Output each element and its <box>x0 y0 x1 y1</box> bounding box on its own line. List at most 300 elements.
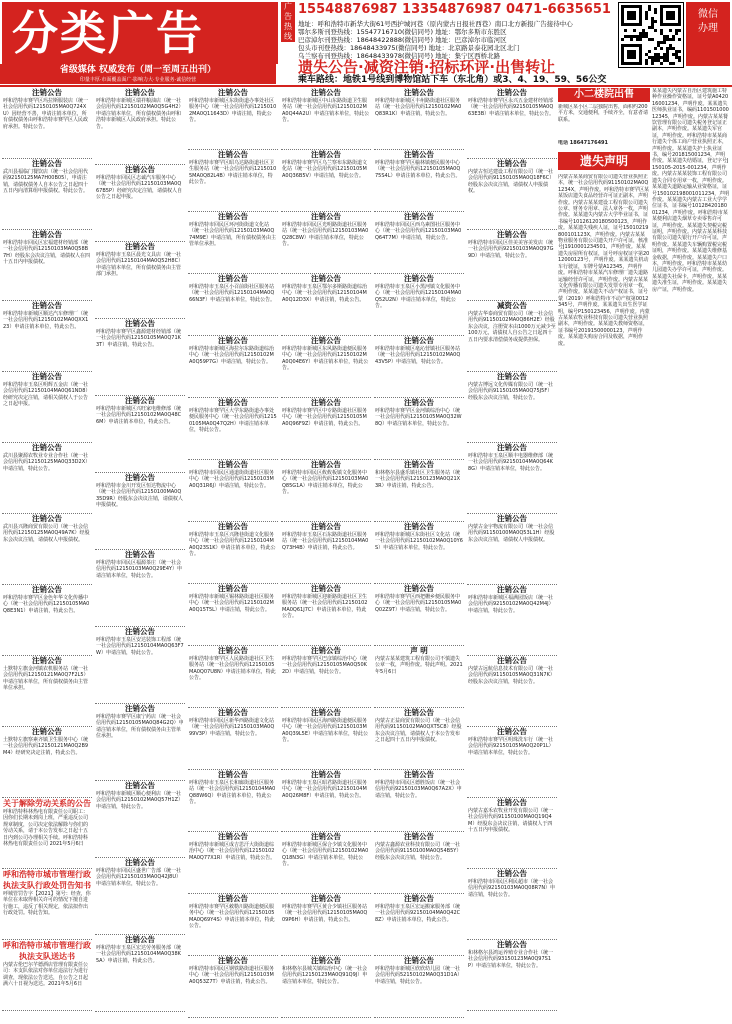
notice-title: 注销公告 <box>497 230 527 239</box>
notice-item <box>281 770 371 832</box>
qr-module <box>678 50 681 53</box>
notice-title: 注销公告 <box>32 514 62 523</box>
notice-item <box>2 230 92 301</box>
notice-title: 注销公告 <box>311 274 341 283</box>
sale-phone: 电话 18647176491 <box>558 140 609 146</box>
notice-title: 注销公告 <box>125 550 155 559</box>
notice-body: 呼和浩特市新城区毫沁营镇社区服务站（统一社会信用代码12150102MA0Q43V5P）申请注销，特此公告。 <box>375 346 461 365</box>
notice-item <box>2 159 92 230</box>
notice-body: 内蒙古恒达建设工程有限公司（统一社会信用代码91150105MA0Q18F6C）经股东会决议注销，请债权人申报债权。 <box>468 169 555 195</box>
qr-module <box>663 41 666 44</box>
notice-body: 呼和浩特市新城区顺心便利店（统一社会信用代码12150102MA0Q57H1Z）申请注销，特此公告。 <box>96 791 184 810</box>
notice-title: 声 明 <box>410 646 428 655</box>
notice-body: 呼和浩特市赛罕区金色年华文化传播中心（统一社会信用代码12150105MA0Q8E3N1）申请注销，特此公告。 <box>3 595 90 614</box>
notice-title: 注销公告 <box>404 584 434 593</box>
notice-body: 呼和浩特市新城区顺达汽车修理厂（统一社会信用代码12150102MA0QXX123）申请注销本单位，特此公告。 <box>3 311 89 330</box>
notice-title: 注销公告 <box>497 443 527 452</box>
notice-item <box>188 274 278 336</box>
notice-item <box>188 832 278 894</box>
notice-title: 注销公告 <box>404 894 434 903</box>
notice-item <box>188 522 278 584</box>
notice-body: 呼和浩特市玉泉区明辉五金店（统一社会信用代码12150104MA0Q61ND8）经研究决定注销，请相关债权人于公告之日起申报。 <box>3 382 91 408</box>
notice-title: 注销公告 <box>218 274 248 283</box>
wechat-badge <box>686 2 730 66</box>
notice-title: 注销公告 <box>311 708 341 717</box>
notice-item <box>95 396 185 473</box>
notice-item <box>188 956 278 1018</box>
notice-title: 注销公告 <box>497 656 527 665</box>
qr-module <box>654 47 657 50</box>
qr-module <box>633 29 636 32</box>
notice-title: 注销公告 <box>311 832 341 841</box>
notice-body: 内蒙古正益商贸有限公司（统一社会信用代码91150102MA0QXT5C8）经股东会决议注销，请债权人于本公告发布之日起四十五日内申报债权。 <box>375 718 462 744</box>
notice-title: 注销公告 <box>404 336 434 345</box>
notice-body: 呼和浩特市玉泉区顺丰电器维修部（统一社会信用代码92150104MA0Q64K8G）申请注销本单位，特此公告。 <box>468 453 554 472</box>
notice-body: 呼和浩特市回民区新华西路街道文化站（统一社会信用代码12150103MA0Q99V3P）申请注销，特此公告。 <box>189 718 275 737</box>
qr-finder <box>627 50 636 59</box>
notice-item <box>95 165 185 242</box>
notice-title: 呼和浩特市城市管理行政执法支队送达书 <box>3 941 91 961</box>
notice-title: 注销公告 <box>125 704 155 713</box>
qr-module <box>654 11 657 14</box>
notice-body: 内蒙古博远文化传媒有限公司（统一社会信用代码91150105MA0Q75J5F）经股东会决议注销，特此公告。 <box>468 382 554 401</box>
notice-item <box>188 646 278 708</box>
notice-body: 内蒙古鑫源农业科技有限公司（统一社会信用代码91150100MA0Q54B5Y）经股东会决议注销，特此公告。 <box>375 842 462 861</box>
notice-body: 呼和浩特市回民区海西路街道便民服务中心（统一社会信用代码12150103MA0Q39L5E）申请注销本单位，特此公告。 <box>282 718 369 744</box>
notice-item <box>467 585 557 656</box>
notice-body: 呼和浩特市金川开发区恒达物流中心（统一社会信用代码12150100MA0Q35D9R）经股东会决议注销，请债权人申报债权。 <box>96 483 183 509</box>
notice-body: 呼和浩特市赛罕区永兴五金建材经销部（统一社会信用代码92150105MA0Q63E3B）申请注销本单位，特此公告。 <box>468 98 555 117</box>
notice-title: 注销公告 <box>404 708 434 717</box>
notice-body: 土默特左旗察素齐镇卫生服务中心（统一社会信用代码12150121MA0Q2B9M4）经研究决定注销，特此公告。 <box>3 737 89 756</box>
notice-title: 注销公告 <box>32 727 62 736</box>
notice-body: 呼和浩特市赛罕区明珠洗车行（统一社会信用代码92150105MA0Q20P1L）申请注销本单位，特此公告。 <box>468 737 554 756</box>
notice-column <box>2 88 92 1021</box>
notice-item <box>281 460 371 522</box>
notice-body: 呼和浩特市新城区成吉思汗大街街道综治中心（统一社会信用代码12150102MA0Q77X1R）申请注销，特此公告。 <box>189 842 276 861</box>
notice-body: 呼和浩特市新城区丰州路街道社区服务站（统一社会信用代码12150102MA0Q83R1K）申请注销，特此公告。 <box>375 98 462 117</box>
notice-body: 内蒙古某某建筑工程有限公司不慎遗失公章一枚，声明作废。特此声明。2021年5月6日 <box>375 656 463 675</box>
notice-item <box>281 212 371 274</box>
notice-title: 注销公告 <box>404 88 434 97</box>
notice-item <box>188 398 278 460</box>
notice-title: 注销公告 <box>497 585 527 594</box>
notice-title: 注销公告 <box>311 646 341 655</box>
notice-item <box>281 894 371 956</box>
notice-title: 注销公告 <box>497 727 527 736</box>
notice-title: 注销公告 <box>311 522 341 531</box>
qr-module <box>678 59 681 62</box>
qr-module <box>621 38 624 41</box>
notice-item <box>467 443 557 514</box>
notice-body: 武川县聚源农牧业专业合作社（统一社会信用代码12150125MA0Q33D2X）申请注销，特此公告。 <box>3 453 91 472</box>
qr-module <box>648 8 651 11</box>
notice-body: 呼和浩特市赛罕区玛拉斯服装店（统一社会信用代码12150105MA0Q724XU）因经营不善，申请注销本单位，所有债权债务由呼和浩特市赛罕区人民政府承担。特此公告。 <box>3 98 89 130</box>
notice-title: 注销公告 <box>218 708 248 717</box>
qr-module <box>672 62 675 65</box>
page-title: 分类广告 <box>12 6 204 60</box>
notice-title: 注销公告 <box>125 781 155 790</box>
notice-item <box>95 935 185 1012</box>
notice-body: 呼和浩特市新城区东风路街道便民服务中心（统一社会信用代码12150102MA0Q04E6Y）申请注销本单位，特此公告。 <box>282 346 369 372</box>
notice-title: 注销公告 <box>218 88 248 97</box>
notice-body: 呼和浩特市玉泉区兴隆巷街道文化服务中心（统一社会信用代码12150104MA0Q23S1K）申请注销本单位，特此公告。 <box>189 532 276 558</box>
notice-title: 注销公告 <box>125 88 155 97</box>
notice-item <box>467 514 557 585</box>
notice-body: 土默特左旗金河镇农机服务站（统一社会信用代码12150121MA0Q7F2L5）申请注销本单位，所有债权债务由主管单位承担。 <box>3 666 89 692</box>
notice-body: 呼和浩特市赛罕区黄合少镇社区服务站（统一社会信用代码12150105MA0Q09P6H）申请注销，特此公告。 <box>282 904 368 923</box>
notice-title: 注销公告 <box>404 956 434 965</box>
notice-body: 呼和浩特市赛罕区鑫源建材经销部（统一社会信用代码12150105MA0Q71K3T）申请注销，特此公告。 <box>96 329 182 348</box>
notice-body: 和林格尔县城关镇综治中心（统一社会信用代码12150123MA0Q91Q9J）申请注销本单位，特此公告。 <box>282 966 368 985</box>
notice-column <box>374 88 464 1021</box>
notice-title: 注销公告 <box>404 460 434 469</box>
qr-module <box>645 62 648 65</box>
notice-body: 内蒙古伦巴尔芊德酒店管理有限责任公司：本支队依法对你单位违法行为进行调查，现依法公告送达，自公告之日起满六十日视为送达。2021年5月6日 <box>3 962 89 988</box>
notice-body: 武川县福临门餐饮店（统一社会信用代码92150125MA7H00B05），申请注销，请债权债务人自本公告之日起四十五日内向清算组申报债权。特此公告。 <box>3 169 89 195</box>
qr-module <box>654 29 657 32</box>
notice-item <box>374 708 464 770</box>
notice-body: 内蒙古金宇物流有限公司（统一社会信用代码91150100MA0Q53L1H）经股东会决议注销，请债权人申报债权。 <box>468 524 555 543</box>
notice-item <box>188 336 278 398</box>
notice-title: 注销公告 <box>125 396 155 405</box>
notice-body: 呼和浩特市回民区环河街街道文化站（统一社会信用代码12150103MA0Q74M9E）申请注销，所有债权债务由主管单位承担。 <box>189 222 277 248</box>
notice-item <box>2 514 92 585</box>
qr-module <box>672 38 675 41</box>
notice-title: 注销公告 <box>404 274 434 283</box>
notice-item <box>281 956 371 1018</box>
notice-grid <box>2 88 557 1021</box>
notice-column <box>95 88 185 1021</box>
notice-body: 呼和浩特市玉泉区宏达劳务服务部（统一社会信用代码12150104MA0Q38K5A）申请注销，特此公告。 <box>96 945 182 964</box>
notice-item <box>281 150 371 212</box>
notice-item <box>281 274 371 336</box>
notice-body: 和林格尔县鸿运养殖专业合作社（统一社会信用代码93150123MA0Q97S1P）申请注销本单位，特此公告。 <box>468 950 554 969</box>
hotline-label: 广告热线 <box>281 2 295 42</box>
notice-title: 注销公告 <box>404 770 434 779</box>
notice-title: 注销公告 <box>125 242 155 251</box>
notice-item <box>2 869 92 940</box>
notice-body: 武川县兴隆商贸有限公司（统一社会信用代码12150125MA0Q49A7K）经股东会决议注销，请债权人申报债权。 <box>3 524 90 543</box>
notice-body: 呼和浩特市新城区兴旺家电维修部（统一社会信用代码12150102MA0Q48C6M）申请注销本单位，特此公告。 <box>96 406 182 425</box>
notice-body: 呼和浩特市新城区东街街道办事处社区服务中心（统一社会信用代码12150102MA0Q11643D）申请注销，特此公告。 <box>189 98 277 124</box>
notice-body: 呼和浩特市回民区福源茶庄（统一社会信用代码12150103MA0Q29E4Y）申请注销本单位，特此公告。 <box>96 560 183 579</box>
notice-body: 呼和浩特市新城区中山东路街道卫生服务站（统一社会信用代码12150102MA0Q44A2U）申请注销本单位，特此公告。 <box>282 98 370 124</box>
notice-body: 呼和浩特市玉泉区晨光文具店（统一社会信用代码12150104MA0Q52H8C）申请注销本单位，所有债权债务由主管部门承担。 <box>96 252 184 278</box>
qr-module <box>678 29 681 32</box>
notice-title: 注销公告 <box>218 460 248 469</box>
notice-body: 呼和浩特科林热电有限责任公司职工：因你们长期未到岗上班，严重违反公司规章制度，公司决定依法解除与你们的劳动关系，请于本公告发布之日起十五日内到公司办理相关手续。呼和浩特科林热电有限责任公司 2021年5月6日 <box>3 809 89 848</box>
notice-body: 呼和浩特市回民区西乌素图社区服务中心（统一社会信用代码12150103MA0Q64T7M）申请注销，特此公告。 <box>375 222 462 241</box>
notice-body: 呼和浩特市赛罕区乌兰察布东路街道文化站（统一社会信用代码12150105MA0Q36B5V）申请注销，特此公告。 <box>282 160 368 179</box>
notice-item <box>374 460 464 522</box>
notice-title: 注销公告 <box>404 150 434 159</box>
qr-module <box>645 17 648 20</box>
notice-item <box>95 242 185 319</box>
notice-title: 注销公告 <box>218 646 248 655</box>
notice-title: 注销公告 <box>497 514 527 523</box>
bus-route: 乘车路线：地铁1号线到博物馆站下车（东北角）或3、4、19、59、56公交 <box>298 75 607 85</box>
notice-item <box>374 336 464 398</box>
notice-body: 内蒙古华泰商贸有限公司（统一社会信用代码91150102MA0Q86H2E）经股东会决议，注册资本由1000万元减少至100万元，请债权人自公告之日起四十五日内要求清偿债务或提供担保。 <box>468 311 556 343</box>
notice-item <box>2 656 92 727</box>
notice-item <box>95 858 185 935</box>
notice-item <box>2 798 92 869</box>
notice-title: 注销公告 <box>404 212 434 221</box>
notice-title: 呼和浩特市城市管理行政执法支队行政处罚告知书 <box>3 870 91 890</box>
notice-body: 呼和浩特市赛罕区中专路街道社区服务中心（统一社会信用代码12150105MA0Q96F9Z）申请注销，特此公告。 <box>282 408 368 427</box>
notice-title: 注销公告 <box>218 150 248 159</box>
lost-notices-col2: 某某遗失内蒙古自治区建筑施工特种作业操作资格证，证号蒙A042016001234，声明作废。某某遗失医师执业证书，编码110150100012345，声明作废。内蒙古某某餐饮管理有限公司遗失税务登记证正副本，声明作废。某某遗失军官证，声明作废。呼和浩特市某某商行遗失个体工商户营业执照正本，声明作废。某某遗失护士执业证书，编号201815001234，声明作废。某某遗失结婚证，登记字号J150105-2015-001234，声明作废。内蒙古某某装饰工程有限公司遗失合同专用章一枚，声明作废。某某遗失道路运输从业资格证，证号150102198001011234，声明作废。某某遗失内蒙古工业大学学位证书，证书编号1012842018001234，声明作废。呼和浩特市某某便利店遗失烟草专卖零售许可证，声明作废。某某遗失契税完税证明，声明作废。内蒙古某某科技有限公司遗失银行开户许可证，声明作废。某某遗失车辆购置税完税证明，声明作废。某某遗失维修基金收据，声明作废。某某遗失户口本，声明作废。呼和浩特市某某幼儿园遗失办学许可证，声明作废。某某遗失社保卡，声明作废。某某遗失准生证，声明作废。某某遗失房产证，声明作废。 <box>652 88 730 293</box>
notice-item <box>467 727 557 798</box>
notice-item <box>467 230 557 301</box>
notice-item <box>374 832 464 894</box>
qr-module <box>648 50 651 53</box>
notice-body: 内蒙古远航信息技术有限公司（统一社会信用代码91150105MA0Q31N7K）经股东会决议注销，特此公告。 <box>468 666 555 685</box>
qr-module <box>651 62 654 65</box>
notice-item <box>467 869 557 940</box>
notice-body: 呼和浩特市赛罕区康宁药店（统一社会信用代码12150105MA0Q84G2Q）申请注销本单位，所有债权债务由主管单位承担。 <box>96 714 184 740</box>
right-panel <box>558 88 732 1021</box>
notice-item <box>467 88 557 159</box>
address-line: 鄂尔多斯刊登热线：15547716710(微信同号) 地址：鄂尔多斯市东胜区 <box>298 28 507 36</box>
notice-body: 呼和浩特市赛罕区榆林镇便民服务中心（统一社会信用代码12150105MA0Q75S4L）申请注销本单位，特此公告。 <box>375 160 461 179</box>
notice-item <box>95 473 185 550</box>
notice-title: 注销公告 <box>311 398 341 407</box>
notice-body: 呼和浩特市赛罕区大学东路街道办事处便民服务中心（统一社会信用代码12150105MA0Q47Q2H）申请注销本单位，特此公告。 <box>189 408 277 434</box>
notice-title: 注销公告 <box>497 88 527 97</box>
notice-title: 注销公告 <box>404 398 434 407</box>
sale-heading: 小二楼院出售 <box>558 88 650 102</box>
lost-heading: 遗失声明 <box>558 152 650 170</box>
notice-item <box>188 770 278 832</box>
qr-module <box>675 32 678 35</box>
notice-title: 注销公告 <box>218 832 248 841</box>
notice-title: 注销公告 <box>218 584 248 593</box>
notice-body: 呼和浩特市玉泉区宏运搬家服务部（统一社会信用代码92150104MA0Q42C8Z）申请注销本单位，特此公告。 <box>375 904 461 923</box>
notice-body: 呼和浩特市玉泉区石东路街道社区服务站（统一社会信用代码12150104MA0Q73H4B）申请注销，特此公告。 <box>282 532 369 551</box>
notice-item <box>374 398 464 460</box>
qr-module <box>654 20 657 23</box>
notice-item <box>2 88 92 159</box>
notice-title: 注销公告 <box>218 894 248 903</box>
notice-body: 呼和浩特市回民区利民超市（统一社会信用代码92150103MA0Q08R7N）申请注销，特此公告。 <box>468 879 556 898</box>
page-subtitle: 省级媒体 权威发布（周一至周五出刊） <box>0 64 276 76</box>
address-block <box>298 20 614 60</box>
notice-column <box>467 88 557 1021</box>
notice-item <box>281 832 371 894</box>
notice-item <box>188 88 278 150</box>
notice-item <box>467 940 557 1011</box>
address-line: 巴彦淖尔刊登热线：18648422888(微信同号) 地址：巴彦淖尔市临河区 <box>298 36 507 44</box>
notice-item <box>374 212 464 274</box>
notice-title: 注销公告 <box>497 798 527 807</box>
notice-title: 注销公告 <box>218 336 248 345</box>
notice-item <box>374 274 464 336</box>
notice-item <box>95 88 185 165</box>
notice-title: 注销公告 <box>497 372 527 381</box>
address-line: 乌兰察布刊登热线：18648433978(微信同号) 地址：集宁区西桥北路 <box>298 52 501 60</box>
notice-title: 注销公告 <box>125 627 155 636</box>
notice-body: 呼和浩特市赛罕区人民路街道社区卫生服务站（统一社会信用代码12150105MA0Q07U8N）申请注销本单位，特此公告。 <box>189 656 276 682</box>
notice-title: 注销公告 <box>218 956 248 965</box>
notice-body: 呼和浩特市回民区攸攸板镇文化服务中心（统一社会信用代码12150103MA0Q85G1A）申请注销本单位，特此公告。 <box>282 470 369 496</box>
qr-finder <box>627 11 636 20</box>
notice-item <box>95 319 185 396</box>
notice-item <box>188 150 278 212</box>
notice-item <box>374 770 464 832</box>
notice-title: 注销公告 <box>311 336 341 345</box>
header-divider <box>0 85 732 87</box>
notice-title: 注销公告 <box>32 88 62 97</box>
notice-item <box>281 398 371 460</box>
notice-body: 呼和浩特市新城区海拉尔东路街道综治中心（统一社会信用代码12150102MA0Q59P7G）申请注销，特此公告。 <box>189 346 275 365</box>
notice-title: 减资公告 <box>497 301 527 310</box>
notice-item <box>188 584 278 646</box>
notice-title: 注销公告 <box>218 522 248 531</box>
notice-body: 呼和浩特市回民区德胜饭店（统一社会信用代码92150103MA0Q67A2X）申请注销，特此公告。 <box>375 780 462 799</box>
notice-item <box>281 584 371 646</box>
notice-body: 呼和浩特市玉泉区鄂尔多斯路街道综治中心（统一社会信用代码12150104MA0Q12D3X）申请注销，特此公告。 <box>282 284 368 303</box>
notice-body: 呼和浩特市回民区盛世广告部（统一社会信用代码12150103MA0Q42J8U）申请注销本单位，特此公告。 <box>96 868 182 887</box>
notice-title: 注销公告 <box>404 832 434 841</box>
qr-module <box>660 47 663 50</box>
service-slogan: 遗失公告·减资注销·招标环评·出售转让 <box>298 58 556 76</box>
notice-title: 注销公告 <box>311 894 341 903</box>
notice-title: 注销公告 <box>311 770 341 779</box>
notice-body: 和林格尔县盛乐镇社区卫生服务站（统一社会信用代码12150123MA0Q21X3R）申请注销，特此公告。 <box>375 470 461 489</box>
qr-module <box>630 38 633 41</box>
notice-title: 注销公告 <box>125 165 155 174</box>
qr-module <box>660 62 663 65</box>
notice-item <box>374 584 464 646</box>
notice-item <box>374 88 464 150</box>
notice-title: 关于解除劳动关系的公告 <box>3 799 91 808</box>
notice-title: 注销公告 <box>32 656 62 665</box>
notice-item <box>374 522 464 584</box>
notice-body: 呼和浩特市赛罕区敕勒川路街道便民服务中心（统一社会信用代码12150105MA0Q69Y4S）申请注销本单位，特此公告。 <box>189 904 275 930</box>
notice-column <box>281 88 371 1021</box>
notice-body: 呼和浩特市回民区志诚汽车服务中心（统一社会信用代码12150103MA0Q67B5P）经研究决定注销，请债权人自公告之日起申报。 <box>96 175 182 201</box>
notice-item <box>2 372 92 443</box>
hotline-phones: 15548876987 13354876987 0471-6635651 <box>298 2 611 17</box>
notice-body: 呼和浩特市回民区佳美美容美发店（统一社会信用代码92150103MA0Q97G9D）申请注销，特此公告。 <box>468 240 554 259</box>
notice-body: 呼城管罚告字【2021】第号：经查，你单位在未取得相关许可的情况下擅自进行施工，违反了相关规定，依法拟作出行政处罚。特此告知。 <box>3 891 91 917</box>
notice-item <box>374 956 464 1018</box>
notice-item <box>467 372 557 443</box>
wechat-label: 办理 <box>698 23 718 34</box>
notice-title: 注销公告 <box>125 858 155 867</box>
notice-body: 内蒙古嘉禾农牧业开发有限公司（统一社会信用代码91150100MA0Q19Q4M）经股东会决议注销，请债权人于四十五日内申报债权。 <box>468 808 554 834</box>
notice-item <box>467 159 557 230</box>
qr-finder <box>666 11 675 20</box>
notice-item <box>281 88 371 150</box>
notice-title: 注销公告 <box>32 585 62 594</box>
notice-title: 注销公告 <box>497 159 527 168</box>
qr-module <box>678 38 681 41</box>
notice-title: 注销公告 <box>32 372 62 381</box>
sale-text: 新城区某小区二层独院出售，面积约200平方米，交通便利，手续齐全，有意者请联系。 <box>558 104 649 123</box>
notice-title: 注销公告 <box>311 150 341 159</box>
notice-body: 呼和浩特市赛罕区西把栅乡便民服务中心（统一社会信用代码12150105MA0Q02Z9T）申请注销，特此公告。 <box>375 594 462 613</box>
notice-body: 呼和浩特市玉泉区长和廊街道社区服务站（统一社会信用代码12150104MA0Q88W6Q）申请注销本单位，特此公告。 <box>189 780 276 806</box>
notice-title: 注销公告 <box>497 940 527 949</box>
notice-body: 呼和浩特市玉泉区昭君路街道社区服务中心（统一社会信用代码12150104MA0Q26M8F）申请注销，特此公告。 <box>282 780 368 799</box>
qr-module <box>639 38 642 41</box>
notice-item <box>188 894 278 956</box>
notice-item <box>374 646 464 708</box>
notice-title: 注销公告 <box>218 212 248 221</box>
notice-title: 注销公告 <box>32 443 62 452</box>
notice-title: 注销公告 <box>125 473 155 482</box>
notice-item <box>188 708 278 770</box>
notice-column <box>188 88 278 1021</box>
qr-module <box>651 38 654 41</box>
notice-title: 注销公告 <box>32 159 62 168</box>
notice-body: 呼和浩特市新城区瑞祥粮油店（统一社会信用代码12150102MA0Q5G4H2）申请注销本单位，所有债权债务由呼和浩特市新城区人民政府承担。特此公告。 <box>96 98 184 130</box>
notice-item <box>281 708 371 770</box>
notice-item <box>95 704 185 781</box>
notice-title: 注销公告 <box>311 88 341 97</box>
notice-body: 呼和浩特市回民区通道街街道社区服务中心（统一社会信用代码12150103MA0Q31R6J）申请注销，特此公告。 <box>189 470 275 489</box>
notice-body: 呼和浩特市回民区钢铁路街道社区服务中心（统一社会信用代码12150103MA0Q53Z7T）申请注销，特此公告。 <box>189 966 275 985</box>
lost-notices-col1: 内蒙古某某商贸有限公司遗失营业执照正本，统一社会信用代码91150102MA0Q1234X，声明作废。呼和浩特市赛罕区某某饭店遗失食品经营许可证正副本，声明作废。内蒙古某某建设工程有限公司遗失公章、财务专用章、法人章各一枚，声明作废。某某遗失内蒙古大学毕业证书，证书编号10126120180500123，声明作废。某某遗失残疾人证，证号15010219800101123X，声明作废。内蒙古某某物业服务有限公司遗失开户许可证，核准号J1910001234501，声明作废。某某遗失房屋所有权证，证号呼房权证字第2012000123号，声明作废。某某遗失机动车行驶证，车牌号蒙A12345，声明作废。呼和浩特市某某汽车修理厂遗失道路运输经营许可证，声明作废。内蒙古某某文化传播有限公司遗失发票专用章一枚，声明作废。某某遗失不动产权证书，证号蒙（2019）呼和浩特市不动产权第0012345号，声明作废。某某遗失出生医学证明，编号P150123456，声明作废。内蒙古某某农牧业科技有限公司遗失营业执照副本，声明作废。某某遗失教师资格证，证书编号20191500000123，声明作废。某某遗失购房合同及收据，声明作废。 <box>558 174 650 347</box>
notice-item <box>374 150 464 212</box>
notice-item <box>467 301 557 372</box>
notice-item <box>374 894 464 956</box>
notice-item <box>188 212 278 274</box>
notice-item <box>467 798 557 869</box>
notice-title: 注销公告 <box>497 869 527 878</box>
notice-title: 注销公告 <box>32 301 62 310</box>
notice-title: 注销公告 <box>125 319 155 328</box>
address-line: 地址：呼和浩特市新华大街61号西护城河巷（原内蒙古日报社西巷）南口北方新报广告接待中心 <box>298 20 573 28</box>
notice-title: 注销公告 <box>311 956 341 965</box>
page-header <box>0 0 732 84</box>
qr-module <box>624 29 627 32</box>
notice-item <box>2 585 92 656</box>
notice-title: 注销公告 <box>311 584 341 593</box>
notice-item <box>281 336 371 398</box>
notice-item <box>281 522 371 584</box>
notice-title: 注销公告 <box>218 770 248 779</box>
notice-body: 呼和浩特市新城区东街社区文化站（统一社会信用代码12150102MA0Q10Y6S）申请注销本单位，特此公告。 <box>375 532 463 551</box>
notice-item <box>95 781 185 858</box>
notice-item <box>2 727 92 798</box>
notice-item <box>281 646 371 708</box>
notice-title: 注销公告 <box>32 230 62 239</box>
notice-title: 注销公告 <box>311 212 341 221</box>
notice-body: 呼和浩特市新城区欣欣幼儿园（统一社会信用代码52150102MA0Q31D1A）申请注销，特此公告。 <box>375 966 463 985</box>
notice-title: 注销公告 <box>218 398 248 407</box>
notice-item <box>2 301 92 372</box>
notice-item <box>95 627 185 704</box>
qr-code-icon <box>618 2 684 68</box>
notice-body: 呼和浩特市赛罕区巴彦镇综治中心（统一社会信用代码12150105MA0Q50K2D）申请注销，特此公告。 <box>282 656 368 675</box>
notice-title: 注销公告 <box>125 935 155 944</box>
notice-item <box>467 656 557 727</box>
notice-item <box>95 550 185 627</box>
title-banner <box>2 2 278 64</box>
notice-body: 呼和浩特市赛罕区昭乌达路街道社区卫生服务站（统一社会信用代码12150105MA0Q82L4B）申请注销本单位，特此公告。 <box>189 160 277 186</box>
notice-body: 呼和浩特市赛罕区金河镇综治中心（统一社会信用代码12150105MA0Q32W8Q）申请注销本单位，特此公告。 <box>375 408 462 427</box>
notice-body: 呼和浩特市回民区宏福建材经销部（统一社会信用代码12150103MA0Q58B7H）经股东会决议注销，请债权人在四十五日内申报债权。 <box>3 240 90 266</box>
notice-body: 呼和浩特市玉泉区小召前街社区服务站（统一社会信用代码12150104MA0Q66N3F）申请注销本单位，特此公告。 <box>189 284 276 303</box>
notice-body: 呼和浩特市玉泉区小黑河镇文化服务中心（统一社会信用代码12150104MA0Q52U2N）申请注销本单位，特此公告。 <box>375 284 462 310</box>
wechat-label: 微信 <box>698 9 718 20</box>
notice-body: 呼和浩特市新城区锡林路街道社区服务中心（统一社会信用代码12150102MA0Q15T5L）申请注销，特此公告。 <box>189 594 275 613</box>
notice-item <box>2 443 92 514</box>
